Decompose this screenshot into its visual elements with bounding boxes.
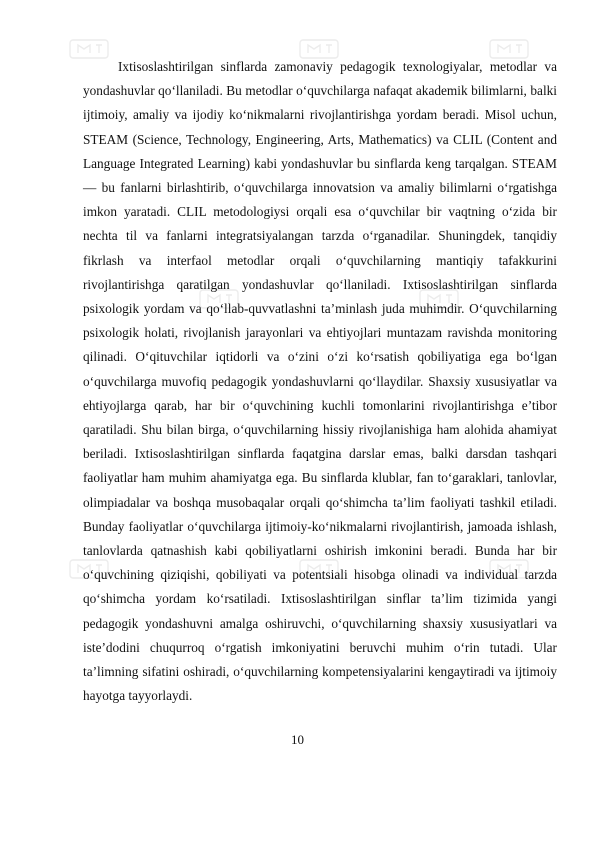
page-number: 10 <box>291 732 304 747</box>
page-body <box>83 55 557 708</box>
body-paragraph: Ixtisoslashtirilgan sinflarda zamonaviy pedagogik texnologiyalar, metodlar va yondashuvlar qo‘llaniladi. Bu metodlar o‘quvchilarga nafaqat akademik bilimlarni, balki ijtimoiy, amaliy va ijodiy ko‘nikmalarni rivojlantirishga yordam beradi. Misol uchun, STEAM (Science, Technology, Engineering, Arts, Mathematics) va CLIL (Content and Language Integrated Learning) kabi yondashuvlar bu sinflarda keng tarqalgan. STEAM — bu fanlarni birlashtirib, o‘quvchilarga innovatsion va amaliy bilimlarni o‘rgatishga imkon yaratadi. CLIL metodologiysi orqali esa o‘quvchilar bir vaqtning o‘zida bir nechta til va fanlarni integratsiyalangan tarzda o‘rganadilar. Shuningdek, tanqidiy fikrlash va interfaol metodlar orqali o‘quvchilarning mantiqiy tafakkurini rivojlantirishga qaratilgan yondashuvlar qo‘llaniladi. Ixtisoslashtirilgan sinflarda psixologik yordam va qo‘llab-quvvatlashni ta’minlash juda muhimdir. O‘quvchilarning psixologik holati, rivojlanish jarayonlari va ehtiyojlari muntazam ravishda monitoring qilinadi. O‘qituvchilar iqtidorli va o‘zini o‘zi ko‘rsatish qobiliyatiga ega bo‘lgan o‘quvchilarga muvofiq pedagogik yondashuvlarni qo‘llaydilar. Shaxsiy xususiyatlar va ehtiyojlarga qarab, har bir o‘quvchining kuchli tomonlarini rivojlantirishga e’tibor qaratiladi. Shu bilan birga, o‘quvchilarning hissiy rivojlanishiga ham alohida ahamiyat beriladi. Ixtisoslashtirilgan sinflarda faqatgina darslar emas, balki darsdan tashqari faoliyatlar ham muhim ahamiyatga ega. Bu sinflarda klublar, fan to‘garaklari, tanlovlar, olimpiadalar va boshqa musobaqalar orqali qo‘shimcha ta’lim faoliyati tashkil etiladi. Bunday faoliyatlar o‘quvchilarga ijtimoiy-ko‘nikmalarni rivojlantirish, jamoada ishlash, tanlovlarda qatnashish kabi qobiliyatlarni oshirish imkonini beradi. Bunda har bir o‘quvchining qiziqishi, qobiliyati va potentsiali hisobga olinadi va individual tarzda qo‘shimcha yordam ko‘rsatiladi. Ixtisoslashtirilgan sinflar ta’lim tizimida yangi pedagogik yondashuvni amalga oshiruvchi, o‘quvchilarning shaxsiy xususiyatlari va iste’dodini chuqurroq o‘rgatish imkoniyatini beruvchi muhim o‘rin tutadi. Ular ta’limning sifatini oshiradi, o‘quvchilarning kompetensiyalarini kengaytiradi va ijtimoiy hayotga tayyorlaydi. <box>83 59 557 704</box>
